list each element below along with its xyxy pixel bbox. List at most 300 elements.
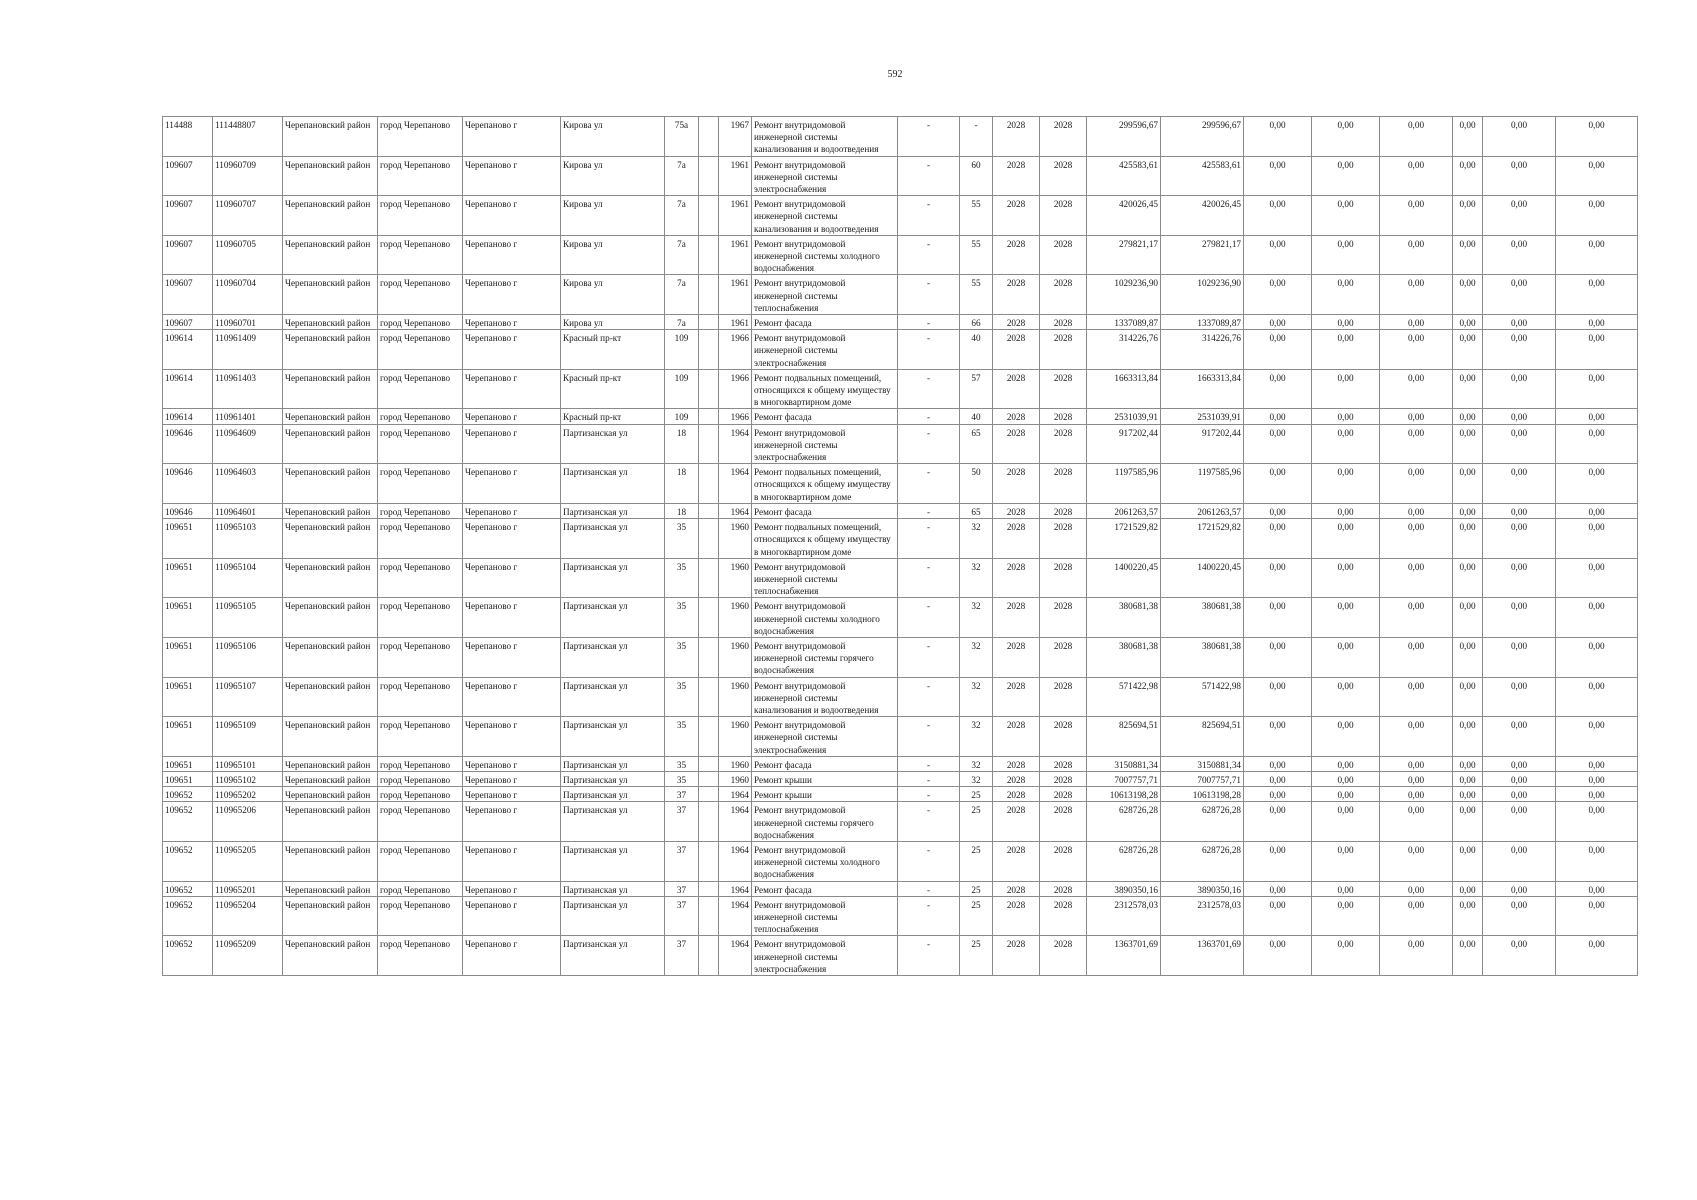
settlement-cell: Черепаново г	[463, 936, 561, 976]
cost-fund-cell: 420026,45	[1161, 196, 1244, 236]
building-cell	[699, 503, 719, 518]
cost-owners-cell: 0,00	[1483, 771, 1556, 786]
house-number-cell: 7а	[665, 275, 699, 315]
cost-extra-cell: 0,00	[1556, 637, 1638, 677]
work-type-cell: Ремонт внутридомовой инженерной системы теплоснабжения	[752, 896, 898, 936]
cost-federal-cell: 0,00	[1244, 117, 1312, 157]
house-number-cell: 18	[665, 424, 699, 464]
wear-percent-cell: 55	[960, 196, 993, 236]
settlement-cell: Черепаново г	[463, 787, 561, 802]
cost-local-cell: 0,00	[1380, 409, 1453, 424]
year-built-cell: 1966	[719, 369, 752, 409]
cost-owners-cell: 0,00	[1483, 896, 1556, 936]
building-cell	[699, 369, 719, 409]
cost-owners-cell: 0,00	[1483, 464, 1556, 504]
house-number-cell: 35	[665, 558, 699, 598]
year-built-cell: 1964	[719, 787, 752, 802]
cost-extra-cell: 0,00	[1556, 503, 1638, 518]
cost-total-cell: 380681,38	[1087, 598, 1161, 638]
work-id-cell: 110965106	[213, 637, 283, 677]
cost-federal-cell: 0,00	[1244, 896, 1312, 936]
cost-regional-cell: 0,00	[1312, 464, 1380, 504]
wear-percent-cell: 32	[960, 717, 993, 757]
cost-regional-cell: 0,00	[1312, 235, 1380, 275]
year-built-cell: 1964	[719, 896, 752, 936]
municipality-cell: город Черепаново	[378, 156, 463, 196]
work-id-cell: 110964603	[213, 464, 283, 504]
wear-percent-cell: 57	[960, 369, 993, 409]
work-id-cell: 110965109	[213, 717, 283, 757]
cost-total-cell: 1197585,96	[1087, 464, 1161, 504]
house-number-cell: 109	[665, 330, 699, 370]
cost-owners-cell: 0,00	[1483, 409, 1556, 424]
wear-percent-cell: 25	[960, 881, 993, 896]
cost-other-cell: 0,00	[1453, 369, 1483, 409]
cost-total-cell: 314226,76	[1087, 330, 1161, 370]
work-id-cell: 110964601	[213, 503, 283, 518]
year-built-cell: 1964	[719, 936, 752, 976]
object-id-cell: 109614	[163, 330, 213, 370]
object-id-cell: 109651	[163, 558, 213, 598]
work-type-cell: Ремонт подвальных помещений, относящихся к общему имуществу в многоквартирном доме	[752, 519, 898, 559]
cost-fund-cell: 299596,67	[1161, 117, 1244, 157]
plan-year-start-cell: 2028	[993, 717, 1040, 757]
work-type-cell: Ремонт фасада	[752, 503, 898, 518]
cost-other-cell: 0,00	[1453, 464, 1483, 504]
plan-year-start-cell: 2028	[993, 519, 1040, 559]
house-number-cell: 35	[665, 519, 699, 559]
cost-federal-cell: 0,00	[1244, 881, 1312, 896]
wear-percent-cell: 60	[960, 156, 993, 196]
object-id-cell: 109651	[163, 637, 213, 677]
page-number: 592	[887, 69, 903, 80]
wear-percent-cell: 65	[960, 503, 993, 518]
cost-extra-cell: 0,00	[1556, 330, 1638, 370]
unit-cell: -	[898, 881, 960, 896]
work-id-cell: 110965102	[213, 771, 283, 786]
house-number-cell: 7а	[665, 235, 699, 275]
building-cell	[699, 896, 719, 936]
settlement-cell: Черепаново г	[463, 196, 561, 236]
house-number-cell: 35	[665, 637, 699, 677]
building-cell	[699, 677, 719, 717]
house-number-cell: 35	[665, 598, 699, 638]
cost-fund-cell: 917202,44	[1161, 424, 1244, 464]
unit-cell: -	[898, 558, 960, 598]
work-type-cell: Ремонт внутридомовой инженерной системы электроснабжения	[752, 424, 898, 464]
cost-federal-cell: 0,00	[1244, 424, 1312, 464]
district-cell: Черепановский район	[283, 235, 378, 275]
plan-year-start-cell: 2028	[993, 424, 1040, 464]
work-id-cell: 110965201	[213, 881, 283, 896]
cost-fund-cell: 571422,98	[1161, 677, 1244, 717]
object-id-cell: 109607	[163, 156, 213, 196]
cost-regional-cell: 0,00	[1312, 503, 1380, 518]
cost-total-cell: 279821,17	[1087, 235, 1161, 275]
district-cell: Черепановский район	[283, 424, 378, 464]
street-cell: Красный пр-кт	[561, 330, 665, 370]
cost-total-cell: 3890350,16	[1087, 881, 1161, 896]
street-cell: Кирова ул	[561, 235, 665, 275]
district-cell: Черепановский район	[283, 503, 378, 518]
cost-fund-cell: 628726,28	[1161, 802, 1244, 842]
cost-other-cell: 0,00	[1453, 896, 1483, 936]
street-cell: Партизанская ул	[561, 787, 665, 802]
cost-owners-cell: 0,00	[1483, 841, 1556, 881]
street-cell: Кирова ул	[561, 117, 665, 157]
unit-cell: -	[898, 677, 960, 717]
object-id-cell: 109607	[163, 196, 213, 236]
object-id-cell: 109614	[163, 369, 213, 409]
house-number-cell: 109	[665, 409, 699, 424]
cost-fund-cell: 425583,61	[1161, 156, 1244, 196]
cost-owners-cell: 0,00	[1483, 196, 1556, 236]
year-built-cell: 1966	[719, 409, 752, 424]
cost-federal-cell: 0,00	[1244, 717, 1312, 757]
cost-total-cell: 299596,67	[1087, 117, 1161, 157]
year-built-cell: 1964	[719, 881, 752, 896]
table-row	[163, 369, 1638, 409]
district-cell: Черепановский район	[283, 841, 378, 881]
cost-local-cell: 0,00	[1380, 637, 1453, 677]
table-row	[163, 841, 1638, 881]
cost-extra-cell: 0,00	[1556, 936, 1638, 976]
year-built-cell: 1961	[719, 196, 752, 236]
table-row	[163, 677, 1638, 717]
municipality-cell: город Черепаново	[378, 936, 463, 976]
cost-owners-cell: 0,00	[1483, 802, 1556, 842]
building-cell	[699, 117, 719, 157]
plan-year-end-cell: 2028	[1040, 841, 1087, 881]
unit-cell: -	[898, 315, 960, 330]
cost-extra-cell: 0,00	[1556, 519, 1638, 559]
settlement-cell: Черепаново г	[463, 156, 561, 196]
cost-fund-cell: 1337089,87	[1161, 315, 1244, 330]
plan-year-end-cell: 2028	[1040, 881, 1087, 896]
building-cell	[699, 756, 719, 771]
cost-extra-cell: 0,00	[1556, 717, 1638, 757]
work-type-cell: Ремонт внутридомовой инженерной системы канализования и водоотведения	[752, 117, 898, 157]
cost-owners-cell: 0,00	[1483, 677, 1556, 717]
work-id-cell: 110965202	[213, 787, 283, 802]
cost-other-cell: 0,00	[1453, 881, 1483, 896]
building-cell	[699, 598, 719, 638]
object-id-cell: 109651	[163, 519, 213, 559]
district-cell: Черепановский район	[283, 409, 378, 424]
cost-local-cell: 0,00	[1380, 117, 1453, 157]
building-cell	[699, 315, 719, 330]
cost-fund-cell: 10613198,28	[1161, 787, 1244, 802]
cost-extra-cell: 0,00	[1556, 558, 1638, 598]
plan-year-end-cell: 2028	[1040, 424, 1087, 464]
cost-total-cell: 825694,51	[1087, 717, 1161, 757]
cost-extra-cell: 0,00	[1556, 196, 1638, 236]
cost-extra-cell: 0,00	[1556, 369, 1638, 409]
street-cell: Партизанская ул	[561, 464, 665, 504]
year-built-cell: 1961	[719, 315, 752, 330]
cost-regional-cell: 0,00	[1312, 677, 1380, 717]
cost-other-cell: 0,00	[1453, 330, 1483, 370]
cost-other-cell: 0,00	[1453, 503, 1483, 518]
cost-federal-cell: 0,00	[1244, 677, 1312, 717]
work-type-cell: Ремонт внутридомовой инженерной системы горячего водоснабжения	[752, 802, 898, 842]
settlement-cell: Черепаново г	[463, 275, 561, 315]
unit-cell: -	[898, 409, 960, 424]
building-cell	[699, 330, 719, 370]
plan-year-end-cell: 2028	[1040, 936, 1087, 976]
plan-year-end-cell: 2028	[1040, 275, 1087, 315]
cost-extra-cell: 0,00	[1556, 424, 1638, 464]
table-row	[163, 771, 1638, 786]
municipality-cell: город Черепаново	[378, 756, 463, 771]
settlement-cell: Черепаново г	[463, 235, 561, 275]
cost-regional-cell: 0,00	[1312, 771, 1380, 786]
cost-other-cell: 0,00	[1453, 841, 1483, 881]
year-built-cell: 1960	[719, 598, 752, 638]
object-id-cell: 109646	[163, 464, 213, 504]
table-row	[163, 787, 1638, 802]
settlement-cell: Черепаново г	[463, 330, 561, 370]
cost-federal-cell: 0,00	[1244, 756, 1312, 771]
unit-cell: -	[898, 424, 960, 464]
table-row	[163, 330, 1638, 370]
district-cell: Черепановский район	[283, 464, 378, 504]
street-cell: Кирова ул	[561, 196, 665, 236]
cost-extra-cell: 0,00	[1556, 787, 1638, 802]
year-built-cell: 1960	[719, 637, 752, 677]
municipality-cell: город Черепаново	[378, 802, 463, 842]
cost-regional-cell: 0,00	[1312, 787, 1380, 802]
wear-percent-cell: 65	[960, 424, 993, 464]
cost-other-cell: 0,00	[1453, 558, 1483, 598]
district-cell: Черепановский район	[283, 369, 378, 409]
settlement-cell: Черепаново г	[463, 503, 561, 518]
object-id-cell: 109652	[163, 841, 213, 881]
building-cell	[699, 156, 719, 196]
object-id-cell: 109651	[163, 756, 213, 771]
house-number-cell: 35	[665, 771, 699, 786]
street-cell: Партизанская ул	[561, 802, 665, 842]
cost-extra-cell: 0,00	[1556, 315, 1638, 330]
cost-local-cell: 0,00	[1380, 802, 1453, 842]
cost-other-cell: 0,00	[1453, 409, 1483, 424]
cost-fund-cell: 1400220,45	[1161, 558, 1244, 598]
cost-federal-cell: 0,00	[1244, 409, 1312, 424]
cost-local-cell: 0,00	[1380, 896, 1453, 936]
wear-percent-cell: 32	[960, 677, 993, 717]
cost-regional-cell: 0,00	[1312, 369, 1380, 409]
building-cell	[699, 787, 719, 802]
wear-percent-cell: 50	[960, 464, 993, 504]
unit-cell: -	[898, 896, 960, 936]
cost-extra-cell: 0,00	[1556, 756, 1638, 771]
building-cell	[699, 196, 719, 236]
cost-local-cell: 0,00	[1380, 503, 1453, 518]
object-id-cell: 109614	[163, 409, 213, 424]
cost-fund-cell: 279821,17	[1161, 235, 1244, 275]
cost-local-cell: 0,00	[1380, 881, 1453, 896]
work-type-cell: Ремонт подвальных помещений, относящихся к общему имуществу в многоквартирном доме	[752, 464, 898, 504]
cost-regional-cell: 0,00	[1312, 802, 1380, 842]
plan-year-end-cell: 2028	[1040, 717, 1087, 757]
unit-cell: -	[898, 235, 960, 275]
cost-regional-cell: 0,00	[1312, 841, 1380, 881]
cost-other-cell: 0,00	[1453, 519, 1483, 559]
work-id-cell: 110960704	[213, 275, 283, 315]
cost-extra-cell: 0,00	[1556, 235, 1638, 275]
house-number-cell: 35	[665, 677, 699, 717]
settlement-cell: Черепаново г	[463, 677, 561, 717]
cost-owners-cell: 0,00	[1483, 598, 1556, 638]
plan-year-start-cell: 2028	[993, 235, 1040, 275]
cost-federal-cell: 0,00	[1244, 196, 1312, 236]
cost-extra-cell: 0,00	[1556, 802, 1638, 842]
district-cell: Черепановский район	[283, 936, 378, 976]
settlement-cell: Черепаново г	[463, 756, 561, 771]
cost-owners-cell: 0,00	[1483, 756, 1556, 771]
cost-other-cell: 0,00	[1453, 156, 1483, 196]
cost-total-cell: 10613198,28	[1087, 787, 1161, 802]
plan-year-end-cell: 2028	[1040, 117, 1087, 157]
cost-owners-cell: 0,00	[1483, 787, 1556, 802]
cost-total-cell: 425583,61	[1087, 156, 1161, 196]
cost-local-cell: 0,00	[1380, 771, 1453, 786]
municipality-cell: город Черепаново	[378, 196, 463, 236]
year-built-cell: 1961	[719, 235, 752, 275]
cost-federal-cell: 0,00	[1244, 315, 1312, 330]
district-cell: Черепановский район	[283, 677, 378, 717]
work-id-cell: 111448807	[213, 117, 283, 157]
cost-local-cell: 0,00	[1380, 315, 1453, 330]
plan-year-start-cell: 2028	[993, 841, 1040, 881]
plan-year-start-cell: 2028	[993, 756, 1040, 771]
cost-total-cell: 7007757,71	[1087, 771, 1161, 786]
street-cell: Партизанская ул	[561, 519, 665, 559]
street-cell: Партизанская ул	[561, 717, 665, 757]
year-built-cell: 1961	[719, 156, 752, 196]
cost-federal-cell: 0,00	[1244, 841, 1312, 881]
house-number-cell: 37	[665, 841, 699, 881]
unit-cell: -	[898, 156, 960, 196]
object-id-cell: 109607	[163, 315, 213, 330]
street-cell: Красный пр-кт	[561, 409, 665, 424]
plan-year-end-cell: 2028	[1040, 677, 1087, 717]
unit-cell: -	[898, 503, 960, 518]
plan-year-start-cell: 2028	[993, 156, 1040, 196]
municipality-cell: город Черепаново	[378, 598, 463, 638]
settlement-cell: Черепаново г	[463, 464, 561, 504]
plan-year-start-cell: 2028	[993, 196, 1040, 236]
plan-year-end-cell: 2028	[1040, 315, 1087, 330]
work-id-cell: 110960709	[213, 156, 283, 196]
cost-local-cell: 0,00	[1380, 330, 1453, 370]
year-built-cell: 1967	[719, 117, 752, 157]
work-id-cell: 110960701	[213, 315, 283, 330]
house-number-cell: 75а	[665, 117, 699, 157]
wear-percent-cell: -	[960, 117, 993, 157]
settlement-cell: Черепаново г	[463, 369, 561, 409]
table-row	[163, 409, 1638, 424]
work-id-cell: 110960707	[213, 196, 283, 236]
table-row	[163, 896, 1638, 936]
plan-year-end-cell: 2028	[1040, 464, 1087, 504]
cost-total-cell: 1337089,87	[1087, 315, 1161, 330]
cost-fund-cell: 3890350,16	[1161, 881, 1244, 896]
wear-percent-cell: 32	[960, 519, 993, 559]
work-type-cell: Ремонт фасада	[752, 756, 898, 771]
object-id-cell: 109607	[163, 235, 213, 275]
house-number-cell: 37	[665, 787, 699, 802]
building-cell	[699, 881, 719, 896]
plan-year-end-cell: 2028	[1040, 156, 1087, 196]
district-cell: Черепановский район	[283, 275, 378, 315]
municipality-cell: город Черепаново	[378, 558, 463, 598]
table-row	[163, 315, 1638, 330]
municipality-cell: город Черепаново	[378, 717, 463, 757]
work-type-cell: Ремонт внутридомовой инженерной системы холодного водоснабжения	[752, 235, 898, 275]
cost-local-cell: 0,00	[1380, 424, 1453, 464]
table-row	[163, 275, 1638, 315]
wear-percent-cell: 32	[960, 637, 993, 677]
house-number-cell: 7а	[665, 156, 699, 196]
year-built-cell: 1964	[719, 464, 752, 504]
object-id-cell: 109652	[163, 896, 213, 936]
district-cell: Черепановский район	[283, 519, 378, 559]
cost-owners-cell: 0,00	[1483, 424, 1556, 464]
cost-federal-cell: 0,00	[1244, 558, 1312, 598]
municipality-cell: город Черепаново	[378, 896, 463, 936]
cost-other-cell: 0,00	[1453, 787, 1483, 802]
cost-total-cell: 1363701,69	[1087, 936, 1161, 976]
year-built-cell: 1960	[719, 519, 752, 559]
cost-federal-cell: 0,00	[1244, 787, 1312, 802]
cost-federal-cell: 0,00	[1244, 519, 1312, 559]
work-type-cell: Ремонт крыши	[752, 771, 898, 786]
street-cell: Партизанская ул	[561, 936, 665, 976]
object-id-cell: 109646	[163, 503, 213, 518]
street-cell: Партизанская ул	[561, 771, 665, 786]
settlement-cell: Черепаново г	[463, 558, 561, 598]
plan-year-start-cell: 2028	[993, 117, 1040, 157]
cost-fund-cell: 3150881,34	[1161, 756, 1244, 771]
street-cell: Партизанская ул	[561, 503, 665, 518]
wear-percent-cell: 55	[960, 275, 993, 315]
cost-fund-cell: 825694,51	[1161, 717, 1244, 757]
cost-owners-cell: 0,00	[1483, 117, 1556, 157]
cost-other-cell: 0,00	[1453, 637, 1483, 677]
work-id-cell: 110965105	[213, 598, 283, 638]
building-cell	[699, 717, 719, 757]
wear-percent-cell: 40	[960, 330, 993, 370]
cost-local-cell: 0,00	[1380, 156, 1453, 196]
object-id-cell: 109652	[163, 881, 213, 896]
cost-total-cell: 571422,98	[1087, 677, 1161, 717]
year-built-cell: 1960	[719, 717, 752, 757]
municipality-cell: город Черепаново	[378, 881, 463, 896]
building-cell	[699, 519, 719, 559]
municipality-cell: город Черепаново	[378, 409, 463, 424]
cost-fund-cell: 1363701,69	[1161, 936, 1244, 976]
settlement-cell: Черепаново г	[463, 802, 561, 842]
cost-local-cell: 0,00	[1380, 598, 1453, 638]
plan-year-end-cell: 2028	[1040, 196, 1087, 236]
cost-federal-cell: 0,00	[1244, 235, 1312, 275]
cost-federal-cell: 0,00	[1244, 330, 1312, 370]
municipality-cell: город Черепаново	[378, 424, 463, 464]
year-built-cell: 1964	[719, 841, 752, 881]
cost-federal-cell: 0,00	[1244, 275, 1312, 315]
cost-total-cell: 2312578,03	[1087, 896, 1161, 936]
